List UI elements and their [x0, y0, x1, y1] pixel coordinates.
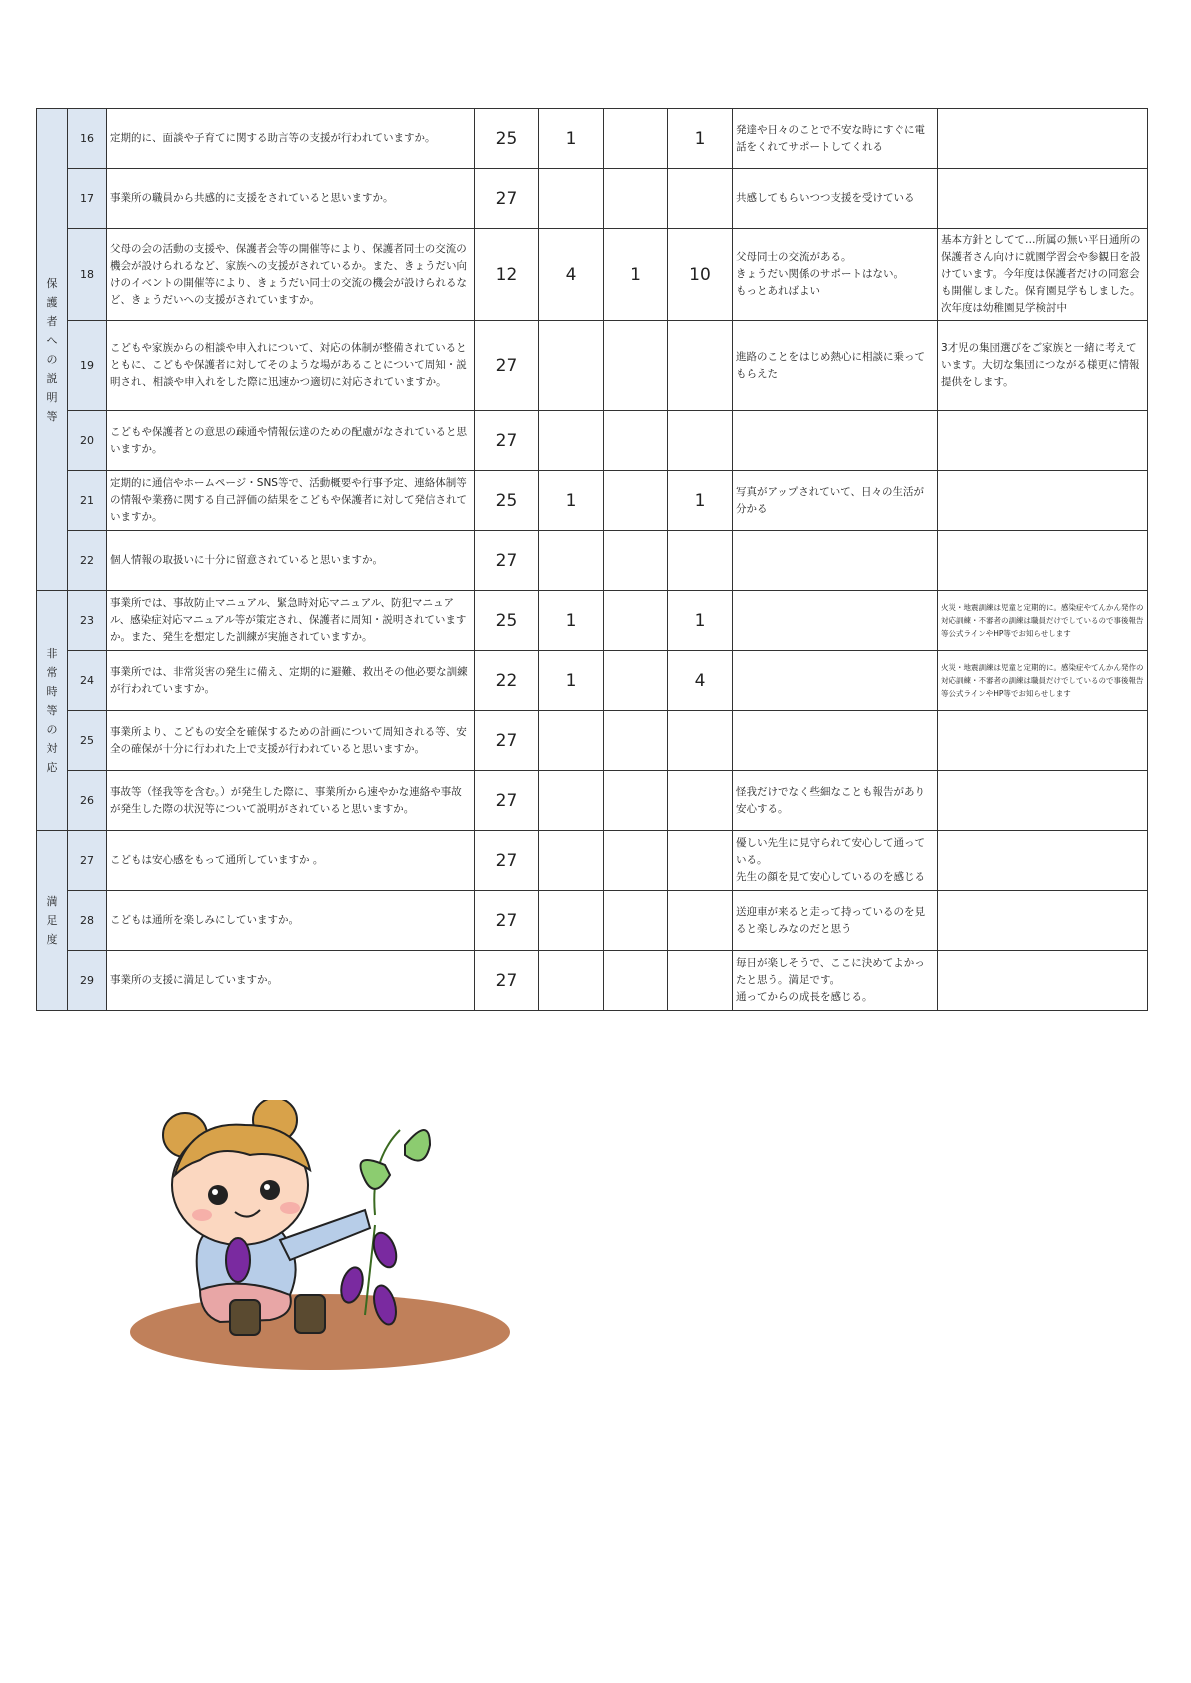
facility-reply [938, 531, 1148, 591]
table-row [37, 411, 1148, 471]
parent-comment: 進路のことをはじめ熱心に相談に乗ってもらえた [733, 321, 938, 411]
count-yes: 27 [475, 531, 539, 591]
facility-reply [938, 411, 1148, 471]
count-yes: 25 [475, 109, 539, 169]
question-text: 事故等（怪我等を含む。）が発生した際に、事業所から速やかな連絡や事故が発生した際の状況等について説明がされていると思いますか。 [107, 771, 475, 831]
boot-left [230, 1300, 260, 1335]
facility-reply [938, 109, 1148, 169]
count-yes: 27 [475, 169, 539, 229]
count-yes: 27 [475, 411, 539, 471]
cheek-left [192, 1209, 212, 1221]
facility-reply: 基本方針としてて…所属の無い平日通所の保護者さん向けに就園学習会や参観日を設けています。今年度は保護者だけの同窓会も開催しました。保育園見学もしました。次年度は幼稚園見学検討中 [938, 229, 1148, 321]
count-mostly: 1 [539, 471, 604, 531]
table-row [37, 891, 1148, 951]
table-row [37, 951, 1148, 1011]
parent-comment: 写真がアップされていて、日々の生活が分かる [733, 471, 938, 531]
facility-reply: 火災・地震訓練は児童と定期的に。感染症やてんかん発作の対応訓練・不審者の訓練は職員だけでしているので事後報告等公式ラインやHP等でお知らせします [938, 651, 1148, 711]
question-text: 事業所の支援に満足していますか。 [107, 951, 475, 1011]
facility-reply [938, 471, 1148, 531]
count-unknown [668, 531, 733, 591]
category-cell [37, 109, 68, 591]
count-yes: 27 [475, 831, 539, 891]
facility-reply [938, 891, 1148, 951]
count-no [604, 321, 668, 411]
count-no [604, 471, 668, 531]
count-unknown [668, 891, 733, 951]
parent-comment [733, 651, 938, 711]
question-text: 事業所の職員から共感的に支援をされていると思いますか。 [107, 169, 475, 229]
eye-right [260, 1180, 280, 1200]
count-no [604, 411, 668, 471]
count-mostly: 1 [539, 591, 604, 651]
count-mostly [539, 411, 604, 471]
question-text: 事業所では、非常災害の発生に備え、定期的に避難、救出その他必要な訓練が行われていますか。 [107, 651, 475, 711]
count-no: 1 [604, 229, 668, 321]
count-yes: 25 [475, 591, 539, 651]
count-no [604, 531, 668, 591]
parent-comment: 送迎車が来ると走って持っているのを見ると楽しみなのだと思う [733, 891, 938, 951]
row-number: 17 [68, 169, 107, 229]
row-number: 19 [68, 321, 107, 411]
count-mostly [539, 831, 604, 891]
count-mostly [539, 531, 604, 591]
table-row [37, 591, 1148, 651]
count-yes: 27 [475, 711, 539, 771]
girl-with-sweet-potatoes-icon [130, 1100, 530, 1380]
count-no [604, 831, 668, 891]
table-row [37, 711, 1148, 771]
count-yes: 27 [475, 771, 539, 831]
eye-left-highlight [212, 1189, 218, 1195]
parent-comment: 共感してもらいつつ支援を受けている [733, 169, 938, 229]
count-no [604, 651, 668, 711]
category-label: 満足度 [46, 895, 58, 946]
table-row [37, 229, 1148, 321]
count-unknown [668, 711, 733, 771]
eye-left [208, 1185, 228, 1205]
count-yes: 22 [475, 651, 539, 711]
count-unknown [668, 169, 733, 229]
count-no [604, 771, 668, 831]
count-unknown [668, 321, 733, 411]
question-text: こどもや保護者との意思の疎通や情報伝達のための配慮がなされていると思いますか。 [107, 411, 475, 471]
boot-right [295, 1295, 325, 1333]
count-unknown [668, 411, 733, 471]
leaf-right [405, 1130, 430, 1161]
question-text: 事業所より、こどもの安全を確保するための計画について周知される等、安全の確保が十分に行われた上で支援が行われていると思いますか。 [107, 711, 475, 771]
count-mostly [539, 771, 604, 831]
row-number: 24 [68, 651, 107, 711]
count-mostly: 1 [539, 109, 604, 169]
category-label: 非常時等の対応 [46, 647, 58, 774]
question-text: こどもは安心感をもって通所していますか 。 [107, 831, 475, 891]
facility-reply: 火災・地震訓練は児童と定期的に。感染症やてんかん発作の対応訓練・不審者の訓練は職員だけでしているので事後報告等公式ラインやHP等でお知らせします [938, 591, 1148, 651]
category-cell [37, 831, 68, 1011]
count-mostly: 1 [539, 651, 604, 711]
row-number: 16 [68, 109, 107, 169]
leaf-left [361, 1160, 391, 1189]
count-mostly [539, 169, 604, 229]
count-mostly: 4 [539, 229, 604, 321]
table-row [37, 109, 1148, 169]
count-mostly [539, 951, 604, 1011]
count-mostly [539, 711, 604, 771]
question-text: 定期的に通信やホームページ・SNS等で、活動概要や行事予定、連絡体制等の情報や業務に関する自己評価の結果をこどもや保護者に対して発信されていますか。 [107, 471, 475, 531]
facility-reply: 3才児の集団選びをご家族と一緒に考えています。大切な集団につながる様更に情報提供をします。 [938, 321, 1148, 411]
sweet-potato-held [226, 1238, 250, 1282]
parent-comment: 発達や日々のことで不安な時にすぐに電話をくれてサポートしてくれる [733, 109, 938, 169]
parent-comment [733, 411, 938, 471]
count-no [604, 591, 668, 651]
facility-reply [938, 771, 1148, 831]
parent-comment [733, 711, 938, 771]
parent-comment: 父母同士の交流がある。 きょうだい関係のサポートはない。 もっとあればよい [733, 229, 938, 321]
count-no [604, 109, 668, 169]
count-unknown: 1 [668, 471, 733, 531]
row-number: 18 [68, 229, 107, 321]
count-unknown [668, 951, 733, 1011]
category-label: 保護者への説明等 [46, 276, 58, 423]
parent-comment [733, 531, 938, 591]
parent-comment: 優しい先生に見守られて安心して通っている。 先生の顔を見て安心しているのを感じる [733, 831, 938, 891]
question-text: こどもや家族からの相談や申入れについて、対応の体制が整備されているとともに、こどもや保護者に対してそのような場があることについて周知・説明され、相談や申入れをした際に迅速かつ適切に対応されていますか。 [107, 321, 475, 411]
row-number: 22 [68, 531, 107, 591]
row-number: 25 [68, 711, 107, 771]
count-unknown [668, 831, 733, 891]
count-no [604, 951, 668, 1011]
table-row [37, 531, 1148, 591]
count-no [604, 891, 668, 951]
count-unknown: 1 [668, 591, 733, 651]
row-number: 21 [68, 471, 107, 531]
cheek-right [280, 1202, 300, 1214]
table-row [37, 471, 1148, 531]
table-row [37, 651, 1148, 711]
question-text: 定期的に、面談や子育てに関する助言等の支援が行われていますか。 [107, 109, 475, 169]
count-no [604, 711, 668, 771]
parent-comment: 怪我だけでなく些細なことも報告があり安心する。 [733, 771, 938, 831]
row-number: 20 [68, 411, 107, 471]
question-text: こどもは通所を楽しみにしていますか。 [107, 891, 475, 951]
row-number: 29 [68, 951, 107, 1011]
table-row [37, 771, 1148, 831]
parent-comment [733, 591, 938, 651]
facility-reply [938, 951, 1148, 1011]
question-text: 父母の会の活動の支援や、保護者会等の開催等により、保護者同士の交流の機会が設けられるなど、家族への支援がされているか。また、きょうだい向けのイベントの開催等により、きょうだい同士の交流の機会が設けられるなど、きょうだいへの支援がされていますか。 [107, 229, 475, 321]
row-number: 26 [68, 771, 107, 831]
count-unknown: 1 [668, 109, 733, 169]
count-unknown [668, 771, 733, 831]
count-yes: 27 [475, 891, 539, 951]
count-mostly [539, 891, 604, 951]
count-yes: 27 [475, 951, 539, 1011]
facility-reply [938, 169, 1148, 229]
facility-reply [938, 711, 1148, 771]
count-no [604, 169, 668, 229]
eye-right-highlight [264, 1184, 270, 1190]
row-number: 27 [68, 831, 107, 891]
count-mostly [539, 321, 604, 411]
question-text: 個人情報の取扱いに十分に留意されていると思いますか。 [107, 531, 475, 591]
category-cell [37, 591, 68, 831]
table-row [37, 831, 1148, 891]
table-row [37, 169, 1148, 229]
row-number: 23 [68, 591, 107, 651]
count-unknown: 4 [668, 651, 733, 711]
row-number: 28 [68, 891, 107, 951]
parent-comment: 毎日が楽しそうで、ここに決めてよかったと思う。満足です。 通ってからの成長を感じる。 [733, 951, 938, 1011]
facility-reply [938, 831, 1148, 891]
table-row [37, 321, 1148, 411]
count-yes: 27 [475, 321, 539, 411]
evaluation-table [36, 108, 1148, 1011]
question-text: 事業所では、事故防止マニュアル、緊急時対応マニュアル、防犯マニュアル、感染症対応マニュアル等が策定され、保護者に周知・説明されていますか。また、発生を想定した訓練が実施されていますか。 [107, 591, 475, 651]
count-unknown: 10 [668, 229, 733, 321]
count-yes: 25 [475, 471, 539, 531]
count-yes: 12 [475, 229, 539, 321]
